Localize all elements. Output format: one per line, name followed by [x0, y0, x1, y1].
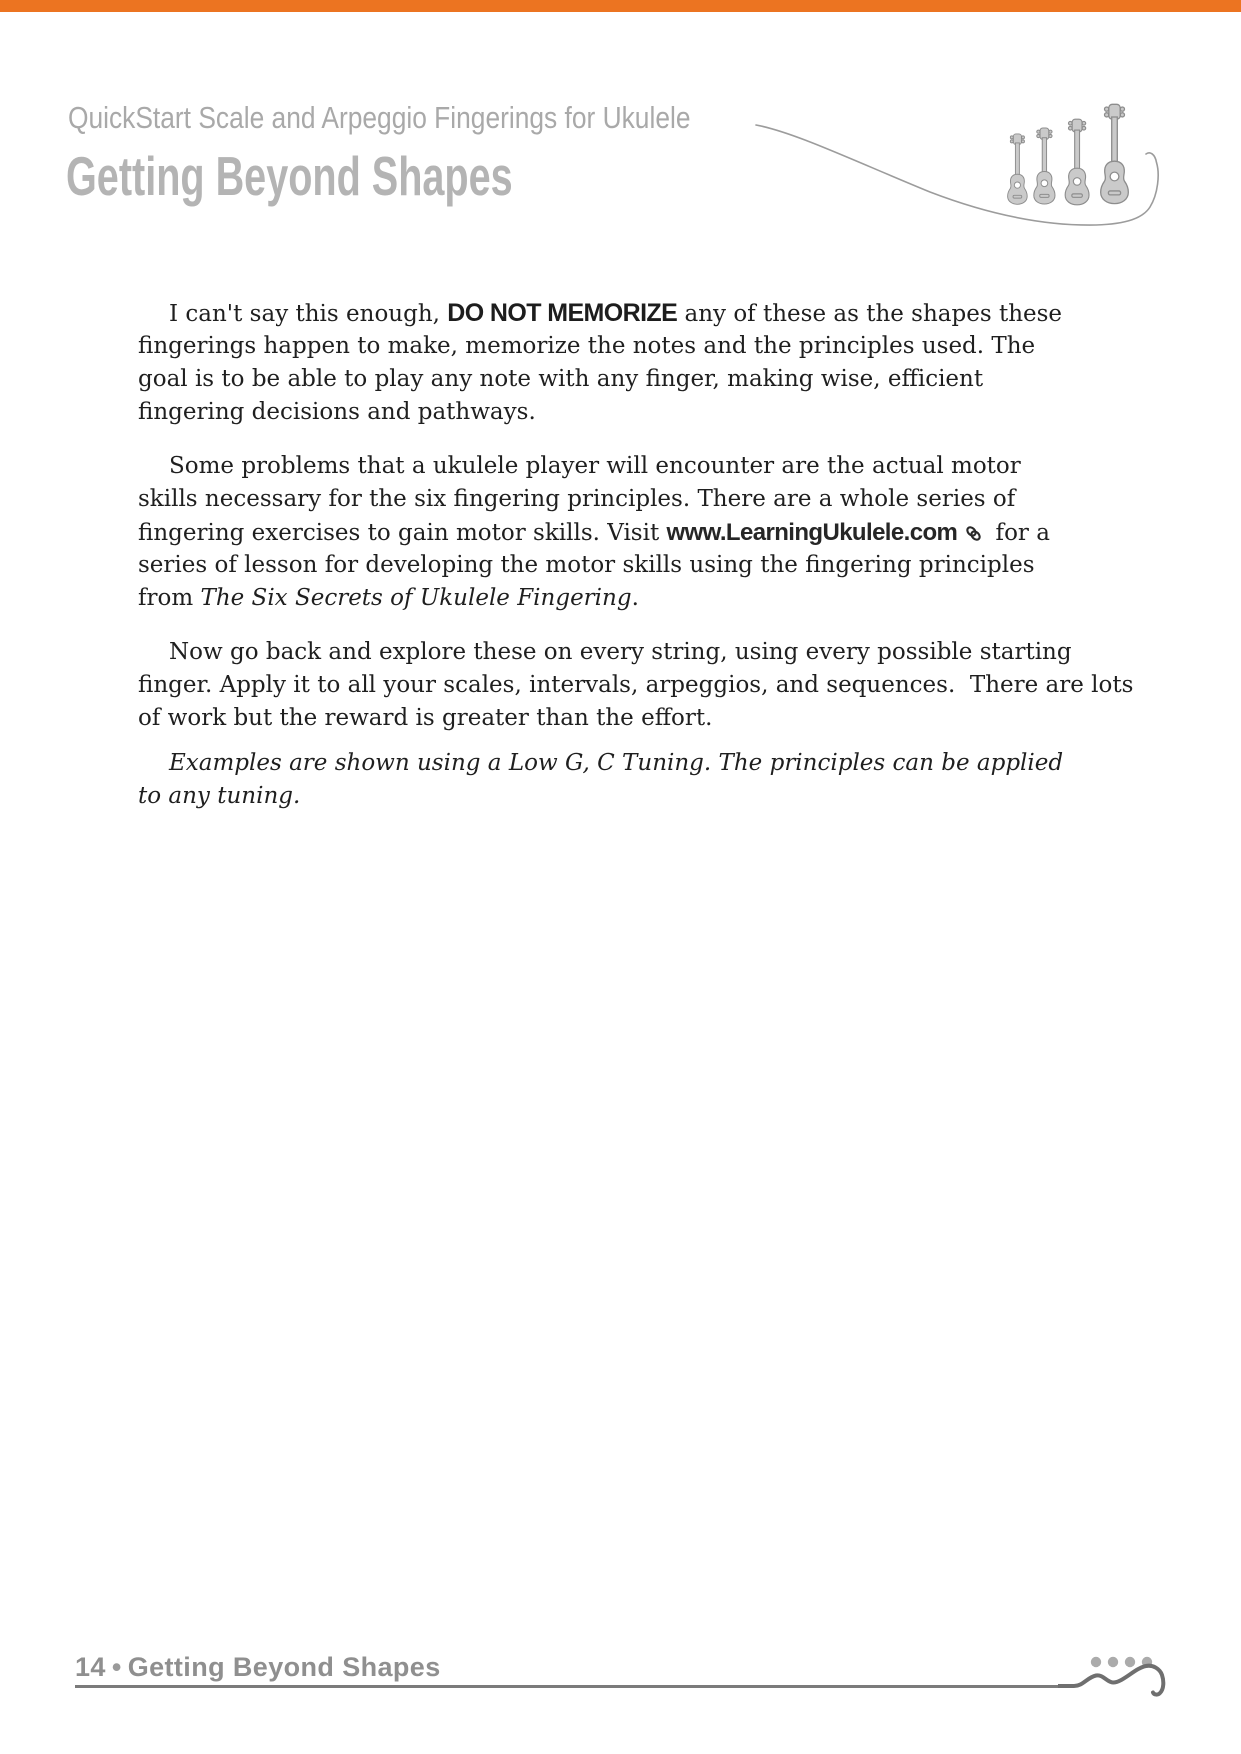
learning-ukulele-link[interactable]: www.LearningUkulele.com	[666, 519, 958, 546]
p1-text: I can't say this enough,	[169, 301, 448, 327]
p2-line-4: series of lesson for developing the motor skills using the fingering principles	[138, 552, 1035, 578]
p2-text: for a	[988, 520, 1050, 546]
page-title: Getting Beyond Shapes	[66, 145, 513, 207]
p2-line-1: Some problems that a ukulele player will encounter are the actual motor	[169, 453, 1021, 479]
paragraph-3	[138, 636, 1134, 735]
flourish-dot	[1108, 1657, 1118, 1667]
footer-label	[75, 1652, 441, 1683]
top-accent-bar	[0, 0, 1241, 12]
footer-rule	[75, 1685, 1073, 1688]
book-title-italic: The Six Secrets of Ukulele Fingering	[200, 585, 632, 611]
ukulele-icon-soprano	[1008, 134, 1028, 204]
paragraph-1	[138, 297, 1128, 429]
series-title: QuickStart Scale and Arpeggio Fingerings for Ukulele	[68, 100, 691, 135]
p3-line-1: Now go back and explore these on every string, using every possible starting	[169, 639, 1072, 665]
footer-section-title: Getting Beyond Shapes	[127, 1652, 441, 1682]
p2-text: .	[631, 585, 639, 611]
link-icon[interactable]	[964, 524, 983, 543]
paragraph-4-italic-note	[138, 747, 1128, 813]
p2-line-2: skills necessary for the six fingering principles. There are a whole series of	[138, 486, 1016, 512]
paragraph-2	[138, 450, 1128, 615]
ukulele-icon-tenor	[1065, 119, 1089, 205]
ukulele-icon-baritone	[1101, 104, 1129, 203]
footer-guitar-flourish	[1058, 1648, 1178, 1704]
do-not-memorize-emphasis: DO NOT MEMORIZE	[447, 299, 678, 327]
body-text	[138, 297, 1134, 813]
p4-line-2: to any tuning.	[138, 783, 301, 809]
bullet-separator: •	[111, 1652, 122, 1682]
ukulele-icon-concert	[1034, 128, 1055, 204]
p1-line-2: fingerings happen to make, memorize the notes and the principles used. The	[138, 333, 1036, 359]
p1-text: any of these as the shapes these	[677, 301, 1063, 327]
p3-line-2: finger. Apply it to all your scales, intervals, arpeggios, and sequences. There are lots	[138, 672, 1134, 698]
p1-line-3: goal is to be able to play any note with any finger, making wise, efficient	[138, 366, 984, 392]
p2-text: fingering exercises to gain motor skills. Visit	[138, 520, 667, 546]
p2-text: from	[138, 585, 201, 611]
p3-line-3: of work but the reward is greater than the effort.	[138, 705, 713, 731]
flourish-dot	[1091, 1657, 1101, 1667]
guitar-outline-curve	[1058, 1666, 1163, 1695]
p1-line-4: fingering decisions and pathways.	[138, 399, 536, 425]
p4-line-1: Examples are shown using a Low G, C Tuning. The principles can be applied	[169, 750, 1064, 776]
header-swoosh-line	[756, 125, 1158, 225]
flourish-dot	[1125, 1657, 1135, 1667]
ukulele-decoration	[700, 92, 1180, 242]
page-number: 14	[75, 1652, 106, 1682]
